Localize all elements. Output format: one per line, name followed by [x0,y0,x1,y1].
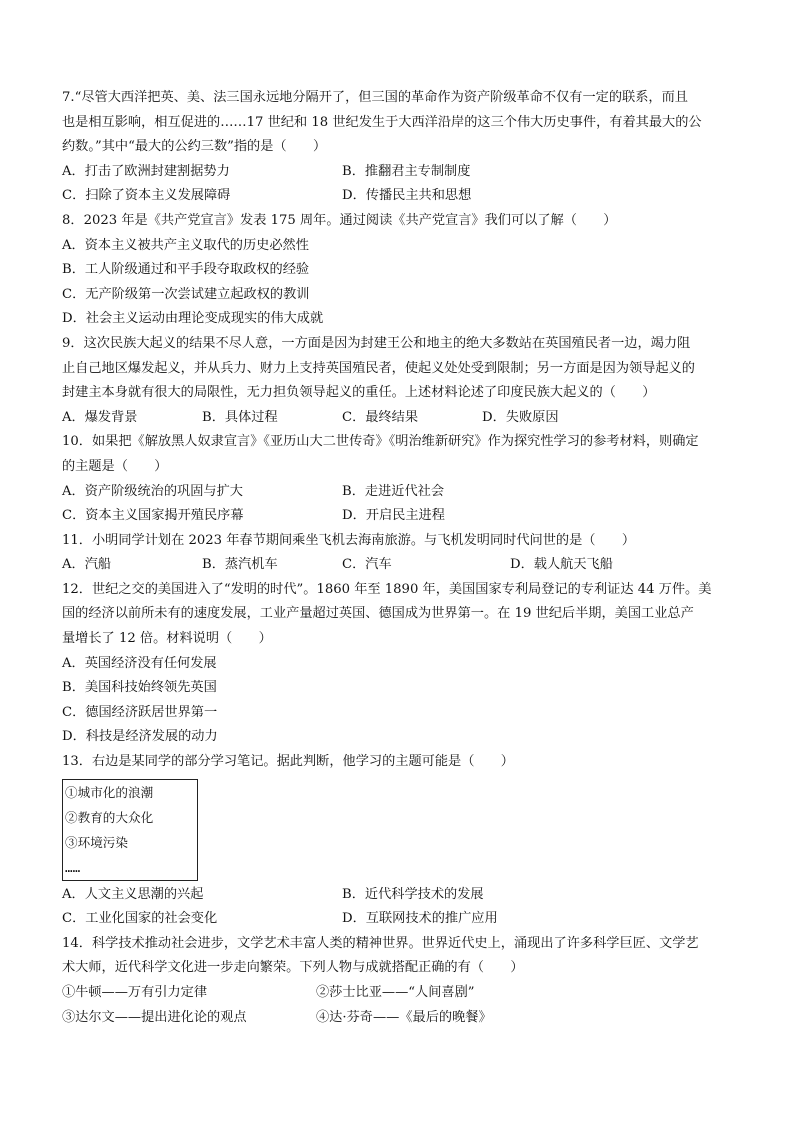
option-b[interactable]: B．推翻君主专制制度 [342,163,471,179]
question-stem-line: 9．这次民族大起义的结果不尽人意，一方面是因为封建王公和地主的绝大多数站在英国殖民者一边，竭力阻 [62,335,691,351]
option-a[interactable]: A．资本主义被共产主义取代的历史必然性 [62,237,309,253]
option-d[interactable]: D．开启民主进程 [342,508,445,524]
question-stem-line: 止自己地区爆发起义，并从兵力、财力上支持英国殖民者，使起义处处受到限制；另一方面是因为领导起义的 [62,360,695,376]
options-row [62,480,734,505]
option-c[interactable]: C．工业化国家的社会变化 [62,911,218,927]
option-d[interactable]: D．传播民主共和思想 [342,188,472,204]
question-stem-line: 11．小明同学计划在 2023 年春节期间乘坐飞机去海南旅游。与飞机发明同时代问世的是（ ） [62,532,636,548]
option-c[interactable]: C．资本主义国家揭开殖民序幕 [62,508,244,524]
option-d[interactable]: D．互联网技术的推广应用 [342,911,498,927]
matching-item: ②莎士比亚——“人间喜剧” [316,985,475,1000]
option-b[interactable]: B．近代科学技术的发展 [342,886,484,902]
question-stem-line: 14．科学技术推动社会进步，文学艺术丰富人类的精神世界。世界近代史上，涌现出了许多科学巨匠、文学艺 [62,935,699,951]
option-b[interactable]: B．走进近代社会 [342,483,445,499]
items-row [62,1006,734,1031]
option-d[interactable]: D．社会主义运动由理论变成现实的伟大成就 [62,311,324,327]
option-a[interactable]: A．爆发背景 [62,409,138,425]
question-stem-line: 术大师，近代科学文化进一步走向繁荣。下列人物与成就搭配正确的有（ ） [62,960,524,976]
option-d[interactable]: D．失败原因 [482,409,559,425]
option-c[interactable]: C．德国经济跃居世界第一 [62,704,218,720]
question-9 [62,332,734,430]
note-item: ①城市化的浪潮 [65,784,154,800]
option-b[interactable]: B．美国科技始终领先英国 [62,680,217,696]
option-c[interactable]: C．无产阶级第一次尝试建立起政权的教训 [62,286,310,302]
matching-item: ①牛顿——万有引力定律 [62,985,208,1000]
option-c[interactable]: C．汽车 [342,557,392,573]
note-item: ③环境污染 [65,834,128,850]
question-12 [62,578,734,750]
question-10 [62,430,734,528]
option-b[interactable]: B．具体过程 [202,409,278,425]
option-a[interactable]: A．打击了欧洲封建割据势力 [62,163,230,179]
exam-page [62,86,734,1030]
question-11 [62,529,734,578]
matching-item: ④达·芬奇——《最后的晚餐》 [316,1009,492,1025]
question-stem-line: 10．如果把《解放黑人奴隶宣言》《亚历山大二世传奇》《明治维新研究》作为探究性学习的参考材料，则确定 [62,434,699,450]
matching-item: ③达尔文——提出进化论的观点 [62,1009,247,1025]
options-row [62,406,734,431]
option-b[interactable]: B．蒸汽机车 [202,557,278,573]
option-b[interactable]: B．工人阶级通过和平手段夺取政权的经验 [62,262,310,278]
option-a[interactable]: A．资产阶级统治的巩固与扩大 [62,483,243,499]
option-a[interactable]: A．汽船 [62,557,112,573]
options-row [62,883,734,908]
option-a[interactable]: A．人文主义思潮的兴起 [62,886,204,902]
option-d[interactable]: D．载人航天飞船 [510,557,613,573]
question-stem-line: 的主题是（ ） [62,458,168,474]
note-item: ②教育的大众化 [65,809,154,825]
study-notes-box [62,779,198,881]
question-stem-line: 13．右边是某同学的部分学习笔记。据此判断，他学习的主题可能是（ ） [62,754,514,770]
question-stem-line: 封建主本身就有很大的局限性，无力担负领导起义的重任。上述材料论述了印度民族大起义的（ ） [62,385,656,401]
question-stem-line: 量增长了 12 倍。材料说明（ ） [62,631,272,647]
options-row [62,907,734,932]
options-row [62,160,734,185]
question-stem-line: 约数。”其中“最大的公约三数”指的是（ ） [62,139,327,155]
question-14 [62,932,734,1030]
note-item: …… [65,859,81,875]
question-stem-line: 12．世纪之交的美国进入了“发明的时代”。1860 年至 1890 年，美国国家专利局登记的专利证达 44 万件。美 [62,581,712,597]
question-stem-line: 8．2023 年是《共产党宣言》发表 175 周年。通过阅读《共产党宣言》我们可以了解（ ） [62,212,617,228]
question-8 [62,209,734,332]
option-d[interactable]: D．科技是经济发展的动力 [62,729,218,745]
question-7 [62,86,734,209]
question-stem-line: 7.“尽管大西洋把英、美、法三国永远地分隔开了，但三国的革命作为资产阶级革命不仅有一定的联系，而且 [62,90,688,105]
question-stem-line: 国的经济以前所未有的速度发展，工业产量超过英国、德国成为世界第一。在 19 世纪后半期，美国工业总产 [62,606,694,622]
option-c[interactable]: C．扫除了资本主义发展障碍 [62,188,231,204]
option-a[interactable]: A．英国经济没有任何发展 [62,655,217,671]
question-stem-line: 也是相互影响，相互促进的……17 世纪和 18 世纪发生于大西洋沿岸的这三个伟大历史事件，有着其最大的公 [62,114,702,130]
question-13 [62,750,734,932]
options-row [62,504,734,529]
options-row [62,553,734,578]
option-c[interactable]: C．最终结果 [342,409,419,425]
items-row [62,981,734,1006]
options-row [62,184,734,209]
